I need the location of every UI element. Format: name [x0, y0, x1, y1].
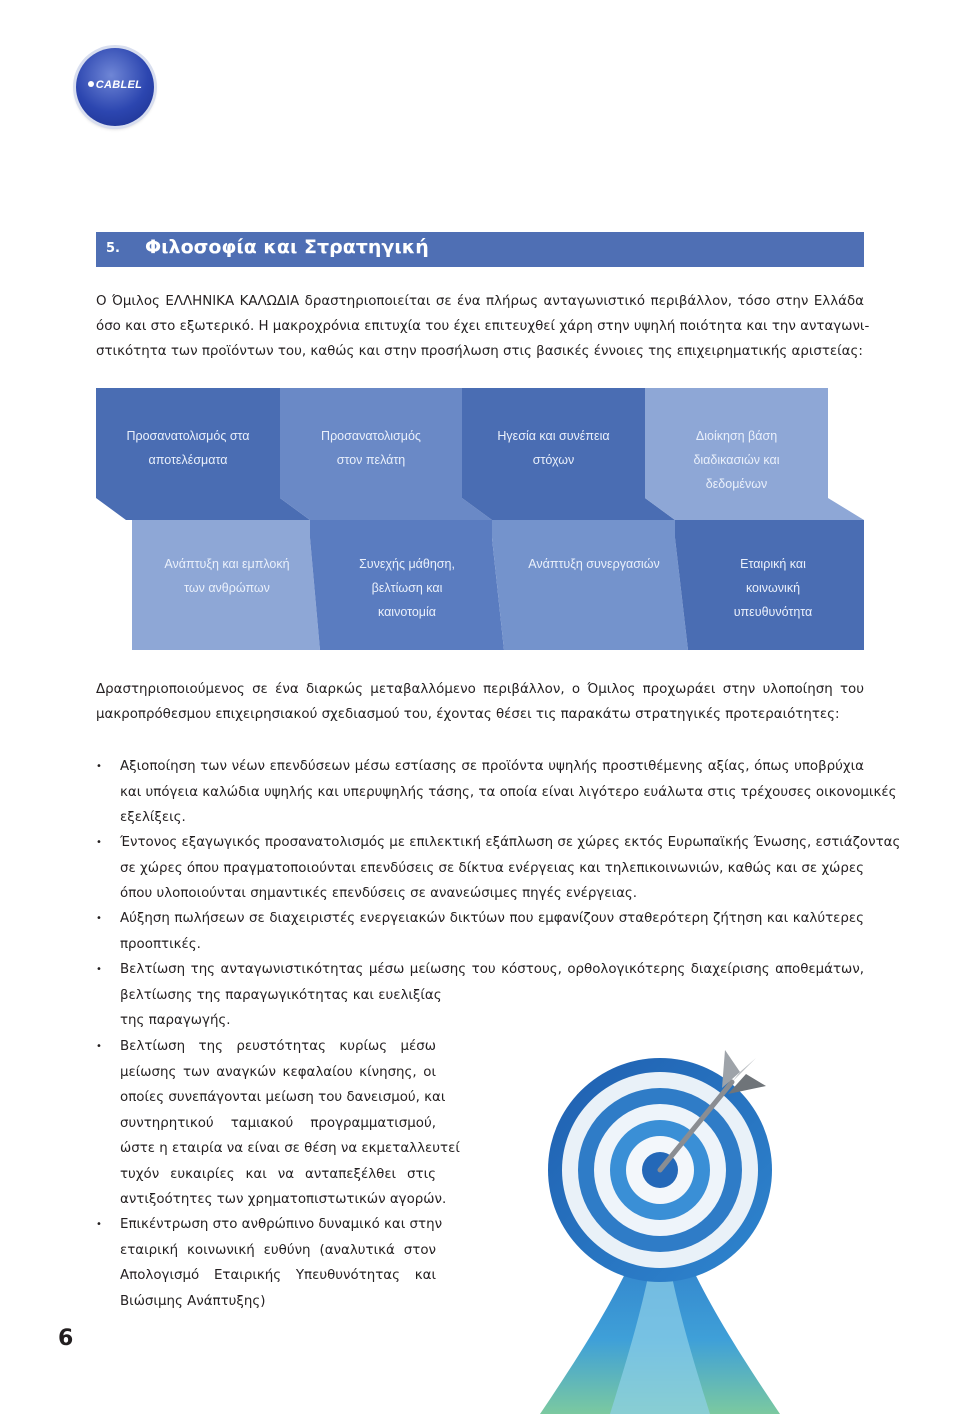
tile-line: καινοτομία [377, 605, 437, 619]
strategy-line: μακροπρόθεσμου επιχειρησιακού σχεδιασμού του, έχοντας θέσει τις παρακάτω στρατηγικές προτεραιότητες: [96, 707, 840, 722]
bullet-line: εταιρική κοινωνική ευθύνη (αναλυτικά στον [120, 1242, 436, 1258]
tile-learning-label [314, 552, 500, 624]
bullet-line: Βιώσιμης Ανάπτυξης) [120, 1293, 266, 1309]
bullet-line: Απολογισμό Εταιρικής Υπευθυνότητας και [120, 1268, 436, 1283]
bullet-line: προοπτικές. [120, 936, 201, 952]
bullet-dot: • [96, 1219, 102, 1230]
bullet-line: Έντονος εξαγωγικός προσανατολισμός με επιλεκτική εξάπλωση σε χώρες εκτός Ευρωπαϊκής Ένωσης, εστιάζοντας [120, 835, 901, 850]
bullet-line: σε χώρες όπου πραγματοποιούνται επενδύσεις σε δίκτυα ενέργειας και τηλεπικοινωνιών, καθώς και σε χώρες [120, 860, 864, 876]
page-number: 6 [58, 1326, 74, 1351]
tile-partnerships-label [500, 552, 688, 576]
bullet-dot: • [96, 1041, 102, 1052]
section-title: Φιλοσοφία και Στρατηγική [145, 236, 429, 258]
tile-line: δεδομένων [705, 477, 768, 491]
tile-line: Ανάπτυξη και εμπλοκή [164, 557, 290, 571]
intro-line: όσο και στο εξωτερικό. Η μακροχρόνια επιτυχία του έχει επιτευχθεί χάρη στην υψηλή ποιότητα και την ανταγωνι- [96, 319, 870, 334]
tile-line: Ηγεσία και συνέπεια [497, 429, 610, 443]
tile-leadership-label [462, 424, 645, 472]
tile-line: Διοίκηση βάση [695, 429, 778, 443]
bullet-line: συντηρητικού ταμιακού προγραμματισμού, [120, 1115, 436, 1131]
bullet-dot: • [96, 837, 102, 848]
tile-line: Προσανατολισμός στα [126, 429, 250, 443]
strategy-paragraph [96, 677, 864, 727]
cablel-logo [76, 48, 154, 126]
tile-results-label [96, 424, 280, 472]
tile-line: κοινωνική [745, 581, 801, 595]
tile-line: στον πελάτη [336, 453, 406, 467]
tile-line: Προσανατολισμός [321, 429, 421, 443]
bullet-dot: • [96, 761, 102, 772]
bullet-line: αντιξοότητες των χρηματοπιστωτικών αγορών. [120, 1192, 447, 1207]
tile-line: Ανάπτυξη συνεργασιών [528, 557, 660, 571]
bullet-dot: • [96, 964, 102, 975]
bullet-line: Επικέντρωση στο ανθρώπινο δυναμικό και στην [120, 1217, 443, 1232]
bullet-line: ώστε η εταιρία να είναι σε θέση να εκμεταλλευτεί [120, 1141, 460, 1156]
tile-process-label [645, 424, 828, 496]
bullet-line: βελτίωσης της παραγωγικότητας και ευελιξίας [120, 987, 442, 1003]
strategy-line: Δραστηριοποιούμενος σε ένα διαρκώς μεταβαλλόμενο περιβάλλον, ο Όμιλος προχωράει στην υλοποίηση του [96, 682, 864, 697]
section-header [96, 232, 864, 267]
tile-people-label [132, 552, 322, 600]
intro-line: στικότητα των προϊόντων του, καθώς και στην προσήλωση στις βασικές έννοιες της επιχειρηματικής αριστείας: [96, 344, 863, 359]
intro-line: Ο Όμιλος ΕΛΛΗΝΙΚΑ ΚΑΛΩΔΙΑ δραστηριοποιείται σε ένα πλήρως ανταγωνιστικό περιβάλλον, τόσο στην Ελλάδα [96, 294, 864, 309]
tile-line: διαδικασιών και [693, 453, 780, 467]
intro-paragraph [96, 289, 870, 364]
tile-line: υπευθυνότητα [733, 605, 813, 619]
bullet-line: και υπόγεια καλώδια υψηλής και υπερυψηλής τάσης, τα οποία είναι λιγότερο ευάλωτα στις τρέχουσες οικονομικές [120, 784, 897, 800]
tile-line: των ανθρώπων [184, 581, 270, 595]
tile-line: Εταιρική και [740, 557, 806, 571]
bullet-dot: • [96, 913, 102, 924]
bullet-line: εξελίξεις. [120, 810, 186, 825]
tile-customer-label [280, 424, 462, 472]
target-illustration [470, 1010, 850, 1414]
section-number: 5. [106, 241, 120, 256]
bullet-line: Βελτίωση της ρευστότητας κυρίως μέσω [120, 1039, 436, 1054]
tile-line: Συνεχής μάθηση, [359, 557, 455, 571]
bullet-line: Αξιοποίηση των νέων επενδύσεων μέσω εστίασης σε προϊόντα υψηλής προστιθέμενης αξίας, όπως υποβρύχια [120, 759, 864, 774]
bullet-line: της παραγωγής. [120, 1013, 231, 1028]
bullet-line: τυχόν ευκαιρίες και να ανταπεξέλθει στις [120, 1166, 436, 1182]
bullet-line: Βελτίωση της ανταγωνιστικότητας μέσω μείωσης του κόστους, ορθολογικότερης διαχείρισης αποθεμάτων, [120, 962, 864, 977]
logo-text: CABLEL [76, 79, 154, 91]
tile-line: βελτίωση και [371, 581, 443, 595]
bullet-line: μείωσης των αναγκών κεφαλαίου κίνησης, οι [120, 1064, 436, 1080]
excellence-diagram [96, 388, 864, 650]
tile-line: στόχων [532, 453, 575, 467]
bullet-line: οποίες συνεπάγονται μείωση του δανεισμού, και [120, 1090, 446, 1105]
bullet-line: Αύξηση πωλήσεων σε διαχειριστές ενεργειακών δικτύων που εμφανίζουν σταθερότερη ζήτηση και καλύτερες [120, 911, 864, 926]
tile-line: αποτελέσματα [148, 453, 228, 467]
tile-responsibility-label [682, 552, 864, 624]
bullet-line: όπου υλοποιούνται σημαντικές επενδύσεις σε ανανεώσιμες πηγές ενέργειας. [120, 886, 638, 901]
tile-partnerships [492, 520, 688, 650]
